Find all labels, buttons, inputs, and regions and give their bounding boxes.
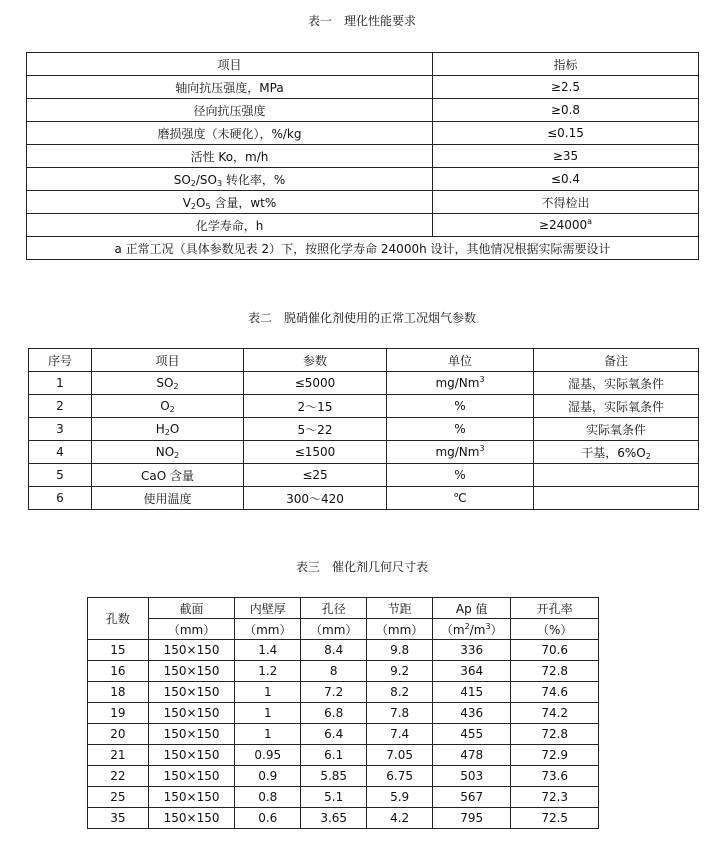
cell-param: ≤1500 — [244, 441, 387, 464]
header-index: 指标 — [433, 53, 699, 76]
cell-no: 1 — [29, 372, 92, 395]
header-no: 序号 — [29, 349, 92, 372]
header-note: 备注 — [534, 349, 699, 372]
cell-no: 4 — [29, 441, 92, 464]
cell-item: 活性 Ko，m/h — [27, 145, 433, 168]
table1-caption: 表一 理化性能要求 — [307, 14, 416, 28]
cell-bore: 5.1 — [301, 787, 367, 808]
cell-item: $H_2O$ — [92, 418, 244, 441]
cell-value: $\ge 24000^a$ — [433, 214, 699, 237]
cell-item: 径向抗压强度 — [27, 99, 433, 122]
table3-caption: 表三 催化剂几何尺寸表 — [295, 560, 428, 574]
cell-bore: 6.1 — [301, 745, 367, 766]
cell-bore: 7.2 — [301, 682, 367, 703]
cell-holes: 25 — [88, 787, 149, 808]
cell-note — [534, 487, 699, 510]
cell-unit: % — [387, 418, 534, 441]
cell-bore: 8.4 — [301, 640, 367, 661]
header-item: 项目 — [92, 349, 244, 372]
table-row — [29, 487, 699, 510]
cell-bore: 5.85 — [301, 766, 367, 787]
table-row — [29, 441, 699, 464]
header-unit: 单位 — [387, 349, 534, 372]
cell-wall: 1 — [235, 682, 301, 703]
cell-wall: 0.6 — [235, 808, 301, 829]
table-row — [88, 682, 599, 703]
cell-item: $SO_2/SO_3$ 转化率，% — [27, 168, 433, 191]
cell-unit: % — [387, 395, 534, 418]
cell-wall: 1 — [235, 724, 301, 745]
table-header-row — [27, 53, 699, 76]
header-bore: 孔径 — [301, 598, 367, 619]
cell-param: 5～22 — [244, 418, 387, 441]
cell-pitch: 6.75 — [367, 766, 433, 787]
cell-bore: 3.65 — [301, 808, 367, 829]
header-item: 项目 — [27, 53, 433, 76]
cell-unit: ℃ — [387, 487, 534, 510]
table-row — [29, 395, 699, 418]
cell-section: 150×150 — [148, 787, 235, 808]
table-note-row — [27, 237, 699, 260]
cell-no: 6 — [29, 487, 92, 510]
unit-bore: （mm） — [301, 619, 367, 640]
cell-ap: 567 — [433, 787, 511, 808]
table-row — [29, 372, 699, 395]
cell-value: ≥35 — [433, 145, 699, 168]
table-row — [88, 640, 599, 661]
unit-ap: $(m^2/m^3)$ — [433, 619, 511, 640]
header-holes: 孔数 — [88, 598, 149, 640]
cell-param: 2～15 — [244, 395, 387, 418]
cell-open-area: 74.6 — [511, 682, 599, 703]
cell-holes: 20 — [88, 724, 149, 745]
cell-section: 150×150 — [148, 745, 235, 766]
cell-item: 磨损强度（未硬化），%/kg — [27, 122, 433, 145]
table-row — [88, 808, 599, 829]
table-row — [88, 703, 599, 724]
cell-bore: 6.8 — [301, 703, 367, 724]
table-row — [27, 99, 699, 122]
cell-open-area: 73.6 — [511, 766, 599, 787]
cell-param: 300～420 — [244, 487, 387, 510]
cell-item: 轴向抗压强度，MPa — [27, 76, 433, 99]
table-header-row — [88, 598, 599, 619]
header-param: 参数 — [244, 349, 387, 372]
cell-ap: 478 — [433, 745, 511, 766]
cell-no: 2 — [29, 395, 92, 418]
unit-pitch: （mm） — [367, 619, 433, 640]
cell-open-area: 72.5 — [511, 808, 599, 829]
header-section: 截面 — [148, 598, 235, 619]
header-pitch: 节距 — [367, 598, 433, 619]
cell-pitch: 8.2 — [367, 682, 433, 703]
cell-param: ≤5000 — [244, 372, 387, 395]
cell-section: 150×150 — [148, 703, 235, 724]
cell-ap: 336 — [433, 640, 511, 661]
cell-item: $SO_2$ — [92, 372, 244, 395]
cell-pitch: 4.2 — [367, 808, 433, 829]
cell-section: 150×150 — [148, 808, 235, 829]
table-row — [88, 661, 599, 682]
cell-note: 干基，$6\%O_2$ — [534, 441, 699, 464]
cell-ap: 795 — [433, 808, 511, 829]
cell-wall: 0.95 — [235, 745, 301, 766]
cell-open-area: 72.9 — [511, 745, 599, 766]
header-open-area: 开孔率 — [511, 598, 599, 619]
cell-note: 湿基，实际氧条件 — [534, 395, 699, 418]
table-row — [27, 214, 699, 237]
cell-bore: 6.4 — [301, 724, 367, 745]
cell-item: 使用温度 — [92, 487, 244, 510]
cell-open-area: 72.3 — [511, 787, 599, 808]
physicochemical-requirements-table — [26, 52, 699, 260]
cell-open-area: 72.8 — [511, 724, 599, 745]
cell-wall: 1.2 — [235, 661, 301, 682]
cell-ap: 364 — [433, 661, 511, 682]
cell-item: 化学寿命，h — [27, 214, 433, 237]
table-row — [88, 745, 599, 766]
cell-section: 150×150 — [148, 640, 235, 661]
unit-wall: （mm） — [235, 619, 301, 640]
cell-ap: 436 — [433, 703, 511, 724]
unit-section: （mm） — [148, 619, 235, 640]
table-row — [29, 464, 699, 487]
table-note: a 正常工况（具体参数见表 2）下，按照化学寿命 24000h 设计，其他情况根据实际需要设计 — [27, 237, 699, 260]
cell-holes: 35 — [88, 808, 149, 829]
cell-value: ≤0.15 — [433, 122, 699, 145]
cell-note — [534, 464, 699, 487]
cell-item: $V_2O_5$ 含量，wt% — [27, 191, 433, 214]
table-row — [88, 787, 599, 808]
cell-holes: 22 — [88, 766, 149, 787]
unit-open-area: （%） — [511, 619, 599, 640]
cell-no: 5 — [29, 464, 92, 487]
cell-wall: 0.9 — [235, 766, 301, 787]
table-row — [88, 724, 599, 745]
cell-holes: 16 — [88, 661, 149, 682]
table-row — [27, 168, 699, 191]
cell-value: 不得检出 — [433, 191, 699, 214]
cell-unit: mg/Nm$^3$ — [387, 441, 534, 464]
table-row — [29, 418, 699, 441]
cell-pitch: 9.2 — [367, 661, 433, 682]
cell-wall: 1 — [235, 703, 301, 724]
table-row — [88, 766, 599, 787]
cell-item: CaO 含量 — [92, 464, 244, 487]
table2-caption: 表二 脱硝催化剂使用的正常工况烟气参数 — [247, 311, 476, 325]
cell-open-area: 74.2 — [511, 703, 599, 724]
cell-param: ≤25 — [244, 464, 387, 487]
table-row — [27, 191, 699, 214]
cell-ap: 455 — [433, 724, 511, 745]
cell-item: $O_2$ — [92, 395, 244, 418]
cell-holes: 21 — [88, 745, 149, 766]
cell-pitch: 7.8 — [367, 703, 433, 724]
cell-note: 实际氧条件 — [534, 418, 699, 441]
cell-holes: 15 — [88, 640, 149, 661]
cell-note: 湿基，实际氧条件 — [534, 372, 699, 395]
table-header-row — [29, 349, 699, 372]
table-row — [27, 122, 699, 145]
cell-pitch: 9.8 — [367, 640, 433, 661]
table-row — [27, 145, 699, 168]
cell-ap: 415 — [433, 682, 511, 703]
cell-holes: 19 — [88, 703, 149, 724]
table-row — [27, 76, 699, 99]
header-ap: Ap 值 — [433, 598, 511, 619]
header-wall: 内壁厚 — [235, 598, 301, 619]
cell-item: $NO_2$ — [92, 441, 244, 464]
cell-pitch: 7.4 — [367, 724, 433, 745]
cell-section: 150×150 — [148, 766, 235, 787]
cell-value: ≤0.4 — [433, 168, 699, 191]
cell-pitch: 7.05 — [367, 745, 433, 766]
cell-pitch: 5.9 — [367, 787, 433, 808]
cell-section: 150×150 — [148, 682, 235, 703]
cell-value: ≥2.5 — [433, 76, 699, 99]
cell-open-area: 70.6 — [511, 640, 599, 661]
cell-no: 3 — [29, 418, 92, 441]
cell-holes: 18 — [88, 682, 149, 703]
table-unit-row — [88, 619, 599, 640]
cell-wall: 1.4 — [235, 640, 301, 661]
cell-wall: 0.8 — [235, 787, 301, 808]
cell-section: 150×150 — [148, 661, 235, 682]
cell-bore: 8 — [301, 661, 367, 682]
cell-ap: 503 — [433, 766, 511, 787]
flue-gas-parameters-table — [28, 348, 699, 510]
cell-value: ≥0.8 — [433, 99, 699, 122]
cell-unit: % — [387, 464, 534, 487]
catalyst-geometry-table — [87, 597, 599, 829]
cell-unit: mg/Nm$^3$ — [387, 372, 534, 395]
cell-section: 150×150 — [148, 724, 235, 745]
cell-open-area: 72.8 — [511, 661, 599, 682]
